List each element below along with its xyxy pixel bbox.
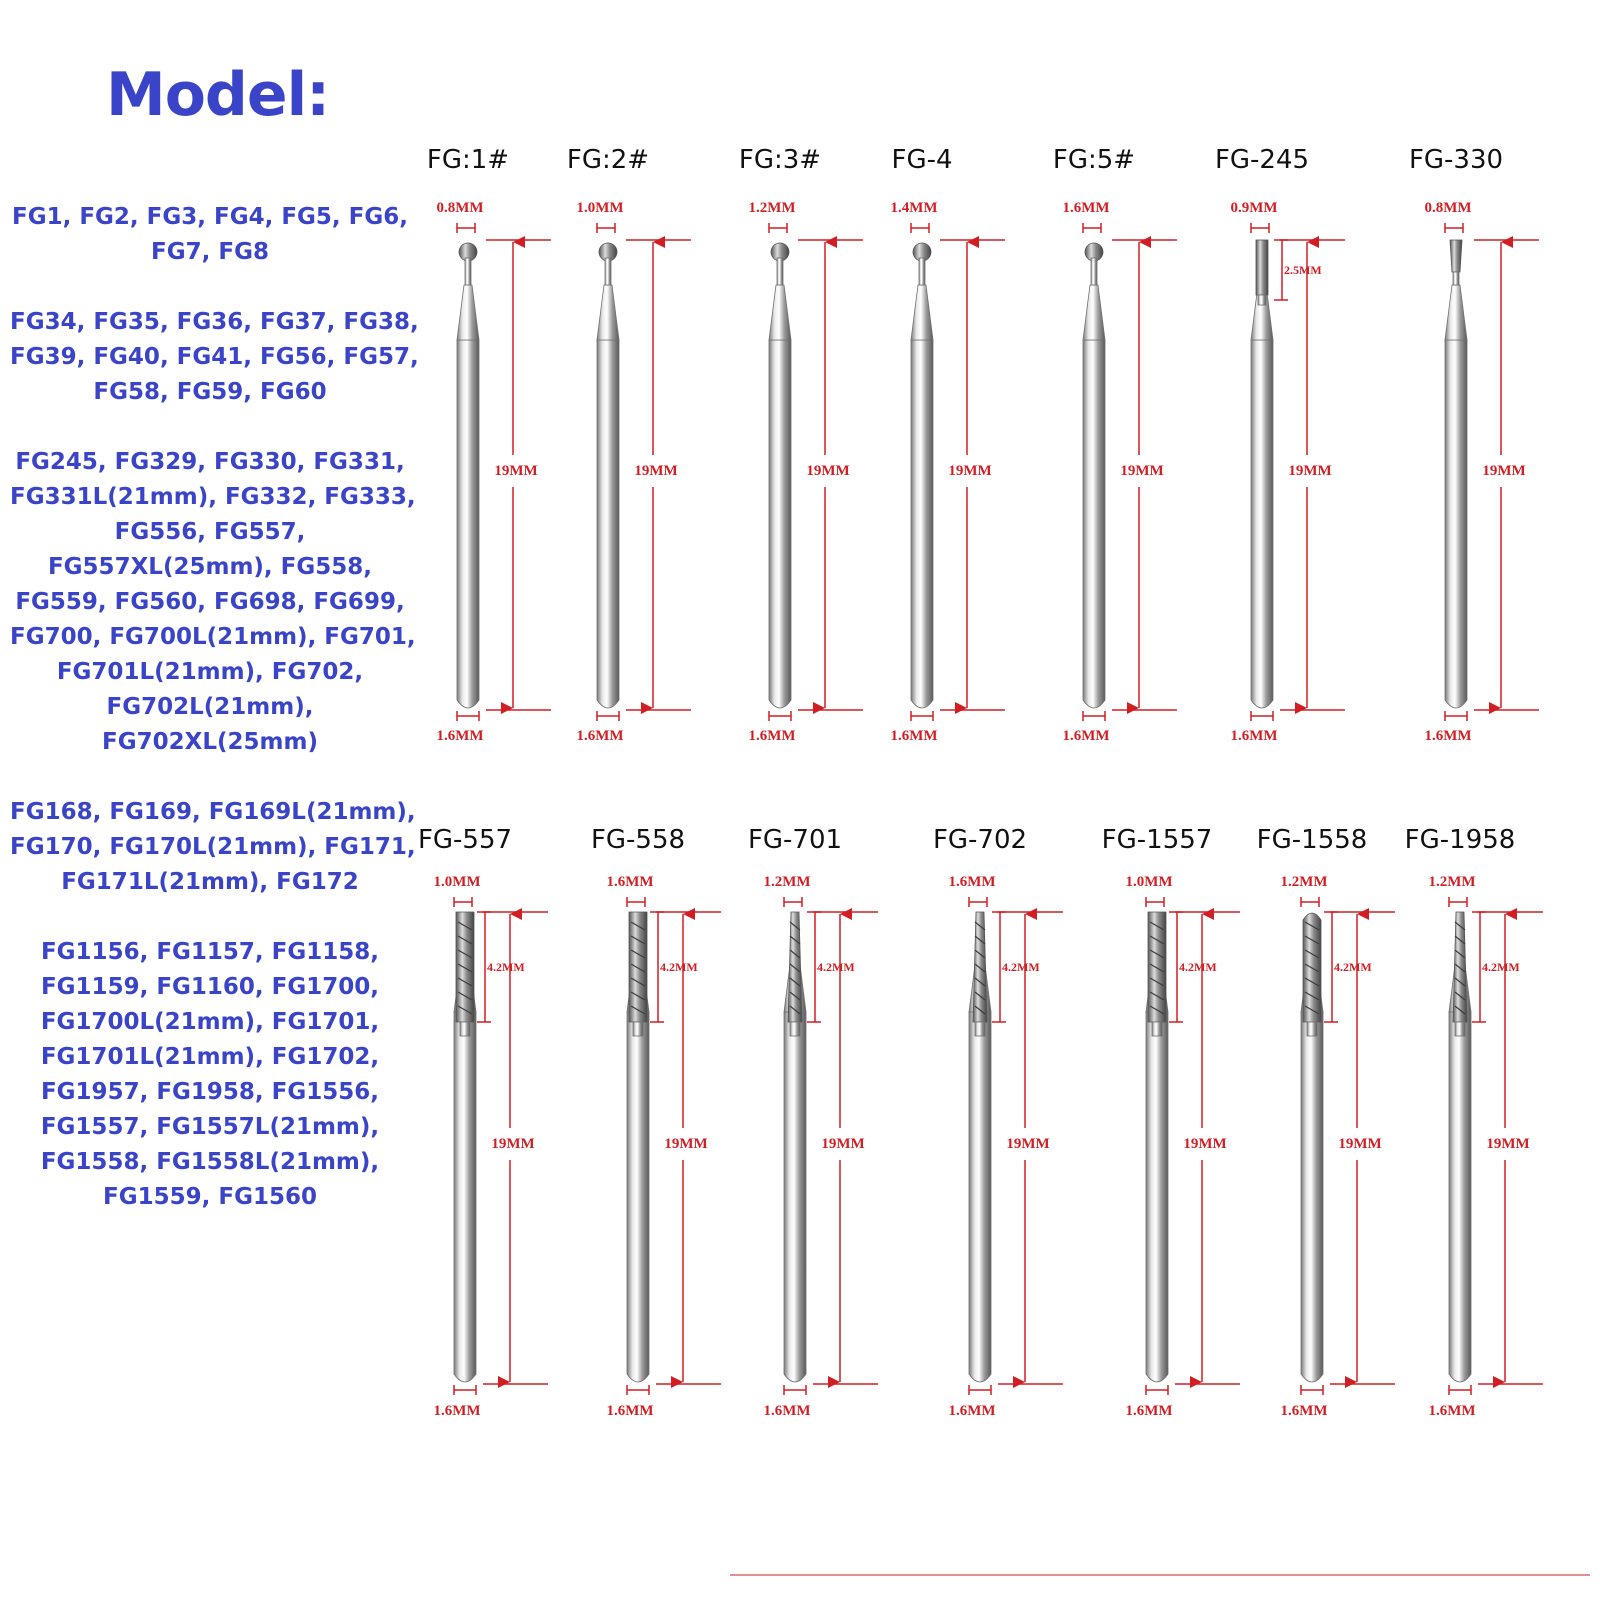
tool-name: FG:3#	[738, 145, 822, 175]
bur-head	[1450, 240, 1462, 272]
bur-tool	[1409, 145, 1539, 744]
shank-diameter-label: 1.6MM	[433, 1403, 481, 1419]
head-diameter-label: 0.8MM	[1424, 200, 1472, 216]
model-line: FG1, FG2, FG3, FG4, FG5, FG6,	[11, 204, 409, 230]
tool-name: FG-702	[932, 825, 1028, 855]
cut-length-label: 4.2MM	[660, 960, 698, 974]
shank-diameter-label: 1.6MM	[1424, 728, 1472, 744]
bur-tool	[591, 825, 721, 1419]
head-diameter-label: 1.6MM	[1062, 200, 1110, 216]
overall-length-label: 19MM	[1183, 1136, 1227, 1152]
bur-head	[1148, 912, 1166, 1022]
bur-body	[454, 912, 476, 1382]
cut-length-label: 4.2MM	[817, 960, 855, 974]
shank-diameter-label: 1.6MM	[1125, 1403, 1173, 1419]
tool-row-2	[418, 825, 1543, 1419]
bur-tool	[427, 145, 551, 744]
bur-tool	[1215, 145, 1345, 744]
model-line: FG171L(21mm), FG172	[61, 869, 359, 895]
tool-name: FG-701	[747, 825, 843, 855]
bur-tool	[1405, 825, 1543, 1419]
bur-body	[627, 912, 649, 1382]
overall-length-label: 19MM	[821, 1136, 865, 1152]
model-line: FG331L(21mm), FG332, FG333,	[10, 484, 416, 510]
bur-head	[1256, 240, 1268, 295]
overall-length-label: 19MM	[1288, 463, 1332, 479]
bur-body	[769, 243, 791, 708]
model-line: FG1559, FG1560	[103, 1184, 317, 1210]
model-line: FG1159, FG1160, FG1700,	[40, 974, 380, 1000]
bur-body	[1301, 913, 1323, 1382]
model-line: FG701L(21mm), FG702,	[56, 659, 364, 685]
head-diameter-label: 0.8MM	[436, 200, 484, 216]
shank-diameter-label: 1.6MM	[606, 1403, 654, 1419]
bur-tool	[748, 825, 878, 1419]
bur-tool	[567, 145, 691, 744]
bur-body	[969, 912, 991, 1382]
bur-body	[457, 243, 479, 708]
bur-head	[788, 912, 802, 1022]
shank-diameter-label: 1.6MM	[1280, 1403, 1328, 1419]
head-diameter-label: 1.2MM	[748, 200, 796, 216]
head-diameter-label: 1.6MM	[606, 874, 654, 890]
shank-diameter-label: 1.6MM	[436, 728, 484, 744]
model-line: FG58, FG59, FG60	[93, 379, 327, 405]
shank-diameter-label: 1.6MM	[890, 728, 938, 744]
shank-diameter-label: 1.6MM	[1062, 728, 1110, 744]
tool-name: FG:1#	[426, 145, 510, 175]
cut-length-label: 4.2MM	[1179, 960, 1217, 974]
bur-tool	[890, 145, 1005, 744]
head-diameter-label: 1.4MM	[890, 200, 938, 216]
bur-body	[1251, 240, 1273, 708]
tool-name: FG-558	[590, 825, 686, 855]
head-diameter-label: 1.0MM	[1125, 874, 1173, 890]
bur-body	[1083, 243, 1105, 708]
tool-name: FG:5#	[1052, 145, 1136, 175]
bur-head	[1453, 912, 1467, 1022]
tool-name: FG-1557	[1101, 825, 1213, 855]
head-diameter-label: 1.6MM	[948, 874, 996, 890]
tool-name: FG-1958	[1404, 825, 1516, 855]
bur-head	[629, 912, 647, 1022]
tool-name: FG:2#	[566, 145, 650, 175]
overall-length-label: 19MM	[491, 1136, 535, 1152]
model-line: FG557XL(25mm), FG558,	[47, 554, 373, 580]
overall-length-label: 19MM	[634, 463, 678, 479]
model-line: FG1558, FG1558L(21mm),	[40, 1149, 380, 1175]
bur-tool	[1102, 825, 1240, 1419]
tool-name: FG-557	[417, 825, 513, 855]
bur-body	[911, 243, 933, 708]
tool-name: FG-245	[1214, 145, 1310, 175]
model-line: FG168, FG169, FG169L(21mm),	[10, 799, 416, 825]
bur-body	[1449, 912, 1471, 1382]
bur-body	[1445, 240, 1467, 708]
overall-length-label: 19MM	[494, 463, 538, 479]
head-diameter-label: 1.0MM	[576, 200, 624, 216]
bur-head	[456, 912, 474, 1022]
bur-tool	[1053, 145, 1177, 744]
cut-length-label: 2.5MM	[1284, 263, 1322, 277]
head-diameter-label: 0.9MM	[1230, 200, 1278, 216]
page-title: Model:	[106, 60, 330, 130]
overall-length-label: 19MM	[1482, 463, 1526, 479]
cut-length-label: 4.2MM	[1002, 960, 1040, 974]
overall-length-label: 19MM	[1338, 1136, 1382, 1152]
model-line: FG34, FG35, FG36, FG37, FG38,	[10, 309, 419, 335]
overall-length-label: 19MM	[1120, 463, 1164, 479]
shank-diameter-label: 1.6MM	[748, 728, 796, 744]
model-line: FG7, FG8	[151, 239, 269, 265]
shank-diameter-label: 1.6MM	[1428, 1403, 1476, 1419]
shank-diameter-label: 1.6MM	[576, 728, 624, 744]
tool-name: FG-330	[1408, 145, 1504, 175]
tool-name: FG-4	[891, 145, 953, 175]
tool-row-1	[427, 145, 1539, 744]
bur-tool	[933, 825, 1063, 1419]
shank-diameter-label: 1.6MM	[1230, 728, 1278, 744]
model-line: FG1957, FG1958, FG1556,	[40, 1079, 380, 1105]
model-line: FG556, FG557,	[114, 519, 306, 545]
bur-body	[597, 243, 619, 708]
model-line: FG702XL(25mm)	[102, 729, 318, 755]
model-line: FG1701L(21mm), FG1702,	[40, 1044, 380, 1070]
model-line: FG559, FG560, FG698, FG699,	[15, 589, 405, 615]
overall-length-label: 19MM	[806, 463, 850, 479]
bur-tool	[1257, 825, 1395, 1419]
model-line: FG702L(21mm),	[106, 694, 314, 720]
model-line: FG245, FG329, FG330, FG331,	[15, 449, 405, 475]
cut-length-label: 4.2MM	[1482, 960, 1520, 974]
model-line: FG1156, FG1157, FG1158,	[40, 939, 380, 965]
bur-tool	[739, 145, 863, 744]
overall-length-label: 19MM	[948, 463, 992, 479]
bur-body	[1146, 912, 1168, 1382]
shank-diameter-label: 1.6MM	[948, 1403, 996, 1419]
model-line: FG1700L(21mm), FG1701,	[40, 1009, 380, 1035]
cut-length-label: 4.2MM	[487, 960, 525, 974]
tool-name: FG-1558	[1256, 825, 1368, 855]
model-line: FG170, FG170L(21mm), FG171,	[10, 834, 416, 860]
bur-head	[973, 912, 987, 1022]
cut-length-label: 4.2MM	[1334, 960, 1372, 974]
head-diameter-label: 1.2MM	[1428, 874, 1476, 890]
head-diameter-label: 1.2MM	[1280, 874, 1328, 890]
bur-tool	[418, 825, 548, 1419]
head-diameter-label: 1.0MM	[433, 874, 481, 890]
model-line: FG1557, FG1557L(21mm),	[40, 1114, 380, 1140]
head-diameter-label: 1.2MM	[763, 874, 811, 890]
overall-length-label: 19MM	[664, 1136, 708, 1152]
overall-length-label: 19MM	[1486, 1136, 1530, 1152]
bur-body	[784, 912, 806, 1382]
model-line: FG700, FG700L(21mm), FG701,	[10, 624, 416, 650]
overall-length-label: 19MM	[1006, 1136, 1050, 1152]
model-line: FG39, FG40, FG41, FG56, FG57,	[10, 344, 419, 370]
shank-diameter-label: 1.6MM	[763, 1403, 811, 1419]
